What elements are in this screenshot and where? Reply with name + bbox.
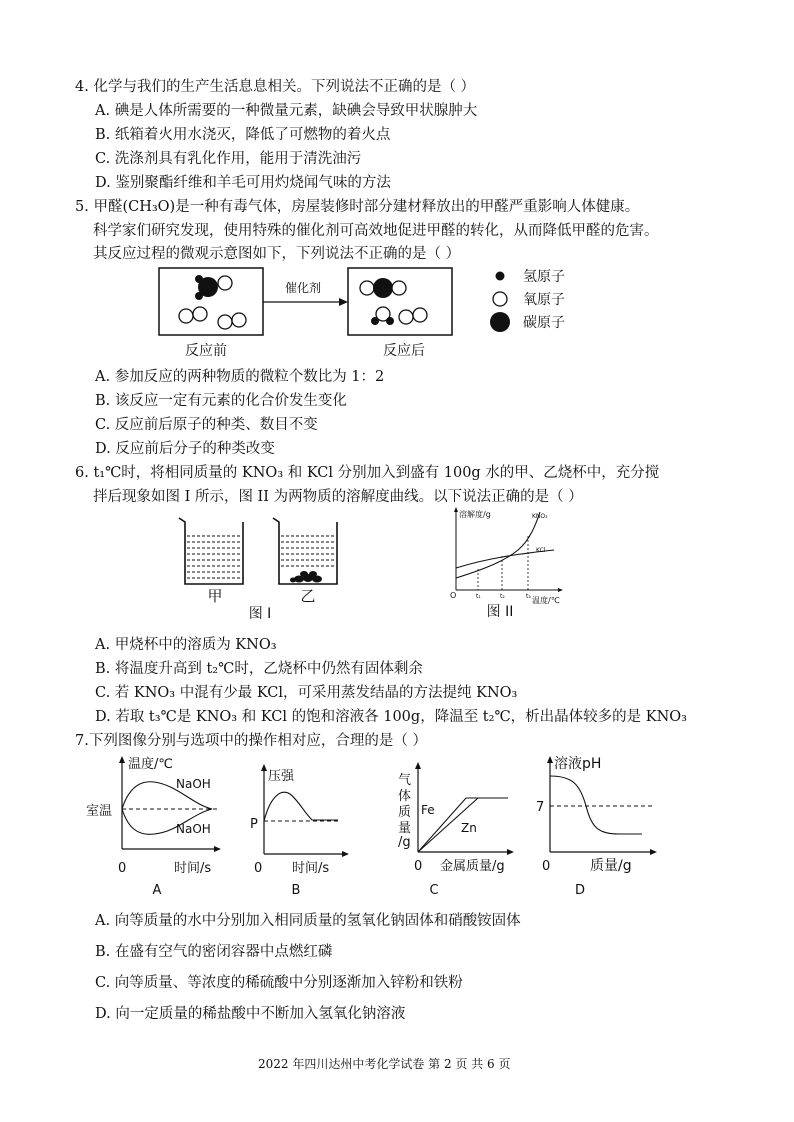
- q6-option-d: D. 若取 t₃℃是 KNO₃ 和 KCl 的饱和溶液各 100g，降温至 t₂℃，析出晶体较多的是 KNO₃: [95, 709, 687, 725]
- pressure-curve: [264, 792, 338, 821]
- t3-tick-label: t₃: [526, 593, 531, 600]
- page-footer: 2022 年四川达州中考化学试卷 第 2 页 共 6 页: [258, 1057, 511, 1071]
- y-axis-label: 溶液pH: [554, 756, 602, 772]
- figure-1-caption: 图 I: [248, 606, 272, 622]
- q7-graph-d: [528, 754, 668, 904]
- legend-oxygen-icon: [493, 292, 507, 306]
- catalyst-label: 催化剂: [284, 281, 322, 295]
- hydrogen-atom: [195, 275, 203, 283]
- hydrogen-atom: [371, 317, 379, 325]
- q7-option-c: C. 向等质量、等浓度的稀硫酸中分别逐渐加入锌粉和铁粉: [95, 975, 463, 991]
- oxygen-atom: [218, 276, 232, 290]
- q6-stem-line1: 6. t₁℃时，将相同质量的 KNO₃ 和 KCl 分别加入到盛有 100g 水的甲、乙烧杯中，充分搅: [75, 465, 660, 481]
- oxygen-atom: [360, 281, 374, 295]
- before-label: 反应前: [185, 343, 227, 359]
- x-axis-label: 温度/℃: [532, 596, 560, 605]
- graph-b-caption: B: [291, 883, 301, 898]
- hydrogen-atom: [386, 317, 394, 325]
- y-axis-label: 温度/℃: [128, 757, 173, 772]
- arrow-head: [339, 298, 348, 306]
- oxygen-atom: [392, 281, 406, 295]
- beaker-yi-solution: [281, 536, 335, 566]
- q6-figure-1-beakers: [175, 512, 355, 622]
- q7-graph-a: [82, 754, 232, 904]
- origin-label: 0: [254, 861, 263, 876]
- q7-option-a: A. 向等质量的水中分别加入相同质量的氢氧化钠固体和硝酸铵固体: [95, 913, 521, 929]
- t2-tick-label: t₂: [500, 593, 505, 600]
- y-axis-label: 溶解度/g: [459, 510, 491, 519]
- oxygen-atom: [193, 307, 207, 321]
- q5-option-b: B. 该反应一定有元素的化合价发生变化: [95, 393, 347, 409]
- x-axis-label: 时间/s: [292, 861, 330, 876]
- q4-stem: 4. 化学与我们的生产生活息息相关。下列说法不正确的是（ ）: [75, 79, 476, 95]
- y-axis-label: 压强: [268, 769, 295, 784]
- p-label: P: [250, 817, 258, 832]
- fe-label: Fe: [421, 803, 435, 817]
- legend-hydrogen-icon: [496, 272, 505, 281]
- origin-label: 0: [118, 861, 127, 876]
- beaker-jia-solution: [187, 536, 241, 578]
- x-axis-label: 金属质量/g: [440, 859, 505, 874]
- legend-carbon-icon: [490, 312, 510, 332]
- y-axis-label-4: 量: [398, 821, 412, 836]
- graph-c-caption: C: [429, 883, 439, 898]
- after-box: [348, 268, 452, 335]
- oxygen-atom: [232, 313, 246, 327]
- q6-stem-line2: 拌后现象如图 I 所示，图 II 为两物质的溶解度曲线。以下说法正确的是（ ）: [93, 489, 583, 505]
- q6-option-b: B. 将温度升高到 t₂℃时，乙烧杯中仍然有固体剩余: [95, 661, 423, 677]
- y-axis-label-5: /g: [398, 835, 411, 850]
- q5-option-c: C. 反应前后原子的种类、数目不变: [95, 417, 318, 433]
- beaker-jia-label: 甲: [207, 587, 223, 605]
- zn-label: Zn: [461, 821, 477, 835]
- q4-option-a: A. 碘是人体所需要的一种微量元素，缺碘会导致甲状腺肿大: [95, 103, 478, 119]
- q7-option-b: B. 在盛有空气的密闭容器中点燃红磷: [95, 944, 333, 960]
- legend-hydrogen-label: 氢原子: [523, 269, 565, 285]
- q6-option-c: C. 若 KNO₃ 中混有少最 KCl，可采用蒸发结晶的方法提纯 KNO₃: [95, 685, 518, 701]
- q4-option-b: B. 纸箱着火用水浇灭，降低了可燃物的着火点: [95, 127, 391, 143]
- origin-label: 0: [542, 859, 551, 874]
- legend-carbon-label: 碳原子: [523, 315, 565, 331]
- beaker-yi-label: 乙: [300, 587, 316, 605]
- kcl-label: KCl: [536, 547, 546, 554]
- q7-option-d: D. 向一定质量的稀盐酸中不断加入氢氧化钠溶液: [95, 1006, 406, 1022]
- carbon-atom: [373, 278, 393, 298]
- q4-option-d: D. 鉴别聚酯纤维和羊毛可用灼烧闻气味的方法: [95, 175, 391, 191]
- oxygen-atom: [218, 315, 232, 329]
- graph-d-caption: D: [574, 883, 586, 898]
- origin-label: 0: [414, 859, 423, 874]
- beaker-jia: [179, 518, 243, 584]
- ph-curve: [550, 776, 642, 834]
- q7-graph-b: [240, 754, 360, 904]
- ph-7-label: 7: [536, 800, 545, 815]
- after-label: 反应后: [383, 343, 425, 359]
- q5-stem-line1: 5. 甲醛(CH₃O)是一种有毒气体，房屋装修时部分建材释放出的甲醛严重影响人体健康。: [75, 199, 640, 215]
- origin-label: O: [450, 591, 457, 600]
- q5-stem-line3: 其反应过程的微观示意图如下，下列说法不正确的是（ ）: [93, 246, 461, 262]
- q6-option-a: A. 甲烧杯中的溶质为 KNO₃: [95, 637, 277, 653]
- x-axis-label: 质量/g: [590, 858, 632, 874]
- x-axis-label: 时间/s: [174, 861, 212, 876]
- legend-oxygen-label: 氧原子: [523, 292, 565, 308]
- q5-stem-line2: 科学家们研究发现，使用特殊的催化剂可高效地促进甲醛的转化，从而降低甲醛的危害。: [93, 223, 659, 239]
- y-axis-label-2: 体: [398, 789, 412, 804]
- y-axis-label-3: 质: [398, 805, 412, 820]
- oxygen-atom: [399, 310, 413, 324]
- figure-2-caption: 图 II: [486, 604, 514, 620]
- naoh-bottom-label: NaOH: [176, 822, 211, 836]
- undissolved-solid: [290, 571, 322, 583]
- kno3-curve: [456, 512, 540, 578]
- q5-option-a: A. 参加反应的两种物质的微粒个数比为 1：2: [95, 369, 385, 385]
- kno3-label: KNO₃: [532, 513, 548, 520]
- y-axis-label-1: 气: [398, 773, 412, 788]
- t1-tick-label: t₁: [476, 593, 481, 600]
- q4-option-c: C. 洗涤剂具有乳化作用，能用于清洗油污: [95, 151, 362, 167]
- q5-option-d: D. 反应前后分子的种类改变: [95, 441, 275, 457]
- graph-a-caption: A: [152, 883, 162, 898]
- room-temp-label: 室温: [86, 804, 113, 819]
- hydrogen-atom: [195, 292, 203, 300]
- naoh-top-label: NaOH: [176, 777, 211, 791]
- q6-figure-2-solubility-graph: [448, 506, 578, 622]
- q7-graph-c: [378, 754, 528, 904]
- oxygen-atom: [179, 309, 193, 323]
- oxygen-atom: [413, 308, 427, 322]
- q7-stem: 7.下列图像分别与选项中的操作相对应，合理的是（ ）: [75, 733, 427, 749]
- q5-reaction-diagram: [150, 260, 600, 365]
